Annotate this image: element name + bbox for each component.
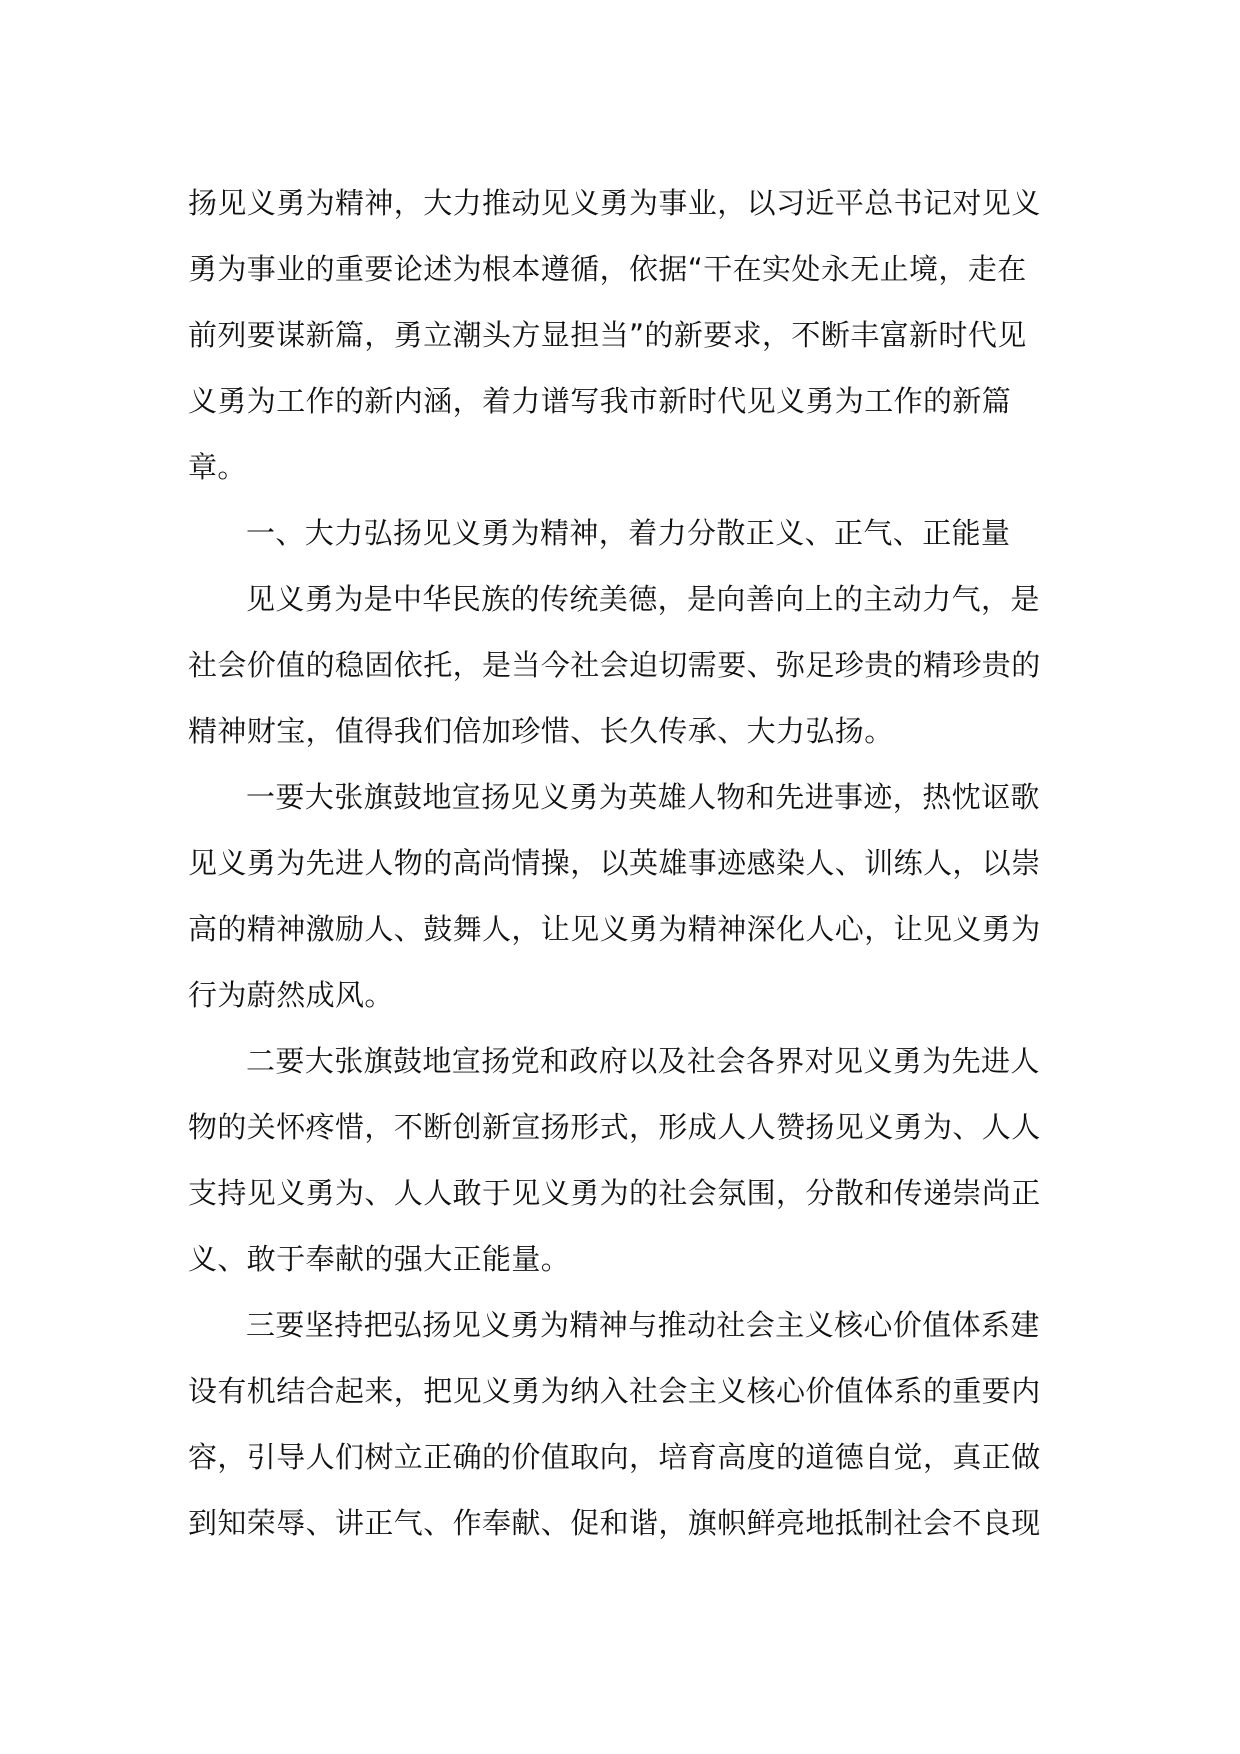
- text-line: 义勇为工作的新内涵，着力谱写我市新时代见义勇为工作的新篇: [188, 384, 1012, 418]
- text-line: 义、敢于奉献的强大正能量。: [188, 1242, 571, 1276]
- text-line: 勇为事业的重要论述为根本遵循，依据“干在实处永无止境，走在: [188, 252, 1027, 286]
- paragraph: [188, 764, 1044, 1028]
- text-line: 扬见义勇为精神，大力推动见义勇为事业，以习近平总书记对见义: [188, 186, 1041, 220]
- text-line: 行为蔚然成风。: [188, 978, 394, 1012]
- paragraph-continuation: [188, 170, 1044, 500]
- section-heading: [188, 500, 1044, 566]
- text-line: 前列要谋新篇，勇立潮头方显担当”的新要求，不断丰富新时代见: [188, 318, 1027, 352]
- paragraph: [188, 566, 1044, 764]
- text-line: 物的关怀疼惜，不断创新宣扬形式，形成人人赞扬见义勇为、人人: [188, 1110, 1041, 1144]
- text-line: 社会价值的稳固依托，是当今社会迫切需要、弥足珍贵的精珍贵的: [188, 648, 1041, 682]
- text-line: 容，引导人们树立正确的价值取向，培育高度的道德自觉，真正做: [188, 1440, 1041, 1474]
- text-line: 见义勇为是中华民族的传统美德，是向善向上的主动力气，是: [246, 582, 1040, 616]
- text-line: 到知荣辱、讲正气、作奉献、促和谐，旗帜鲜亮地抵制社会不良现: [188, 1506, 1041, 1540]
- text-line: 精神财宝，值得我们倍加珍惜、长久传承、大力弘扬。: [188, 714, 894, 748]
- text-line: 二要大张旗鼓地宣扬党和政府以及社会各界对见义勇为先进人: [246, 1044, 1040, 1078]
- text-line: 高的精神激励人、鼓舞人，让见义勇为精神深化人心，让见义勇为: [188, 912, 1041, 946]
- text-line: 三要坚持把弘扬见义勇为精神与推动社会主义核心价值体系建: [246, 1308, 1040, 1342]
- document-body: [188, 170, 1044, 1556]
- text-line: 支持见义勇为、人人敢于见义勇为的社会氛围，分散和传递崇尚正: [188, 1176, 1041, 1210]
- paragraph: [188, 1292, 1044, 1556]
- paragraph: [188, 1028, 1044, 1292]
- text-line: 见义勇为先进人物的高尚情操，以英雄事迹感染人、训练人，以崇: [188, 846, 1041, 880]
- text-line: 一要大张旗鼓地宣扬见义勇为英雄人物和先进事迹，热忱讴歌: [246, 780, 1040, 814]
- text-line: 章。: [188, 450, 247, 484]
- text-line: 一、大力弘扬见义勇为精神，着力分散正义、正气、正能量: [246, 516, 1011, 550]
- text-line: 设有机结合起来，把见义勇为纳入社会主义核心价值体系的重要内: [188, 1374, 1041, 1408]
